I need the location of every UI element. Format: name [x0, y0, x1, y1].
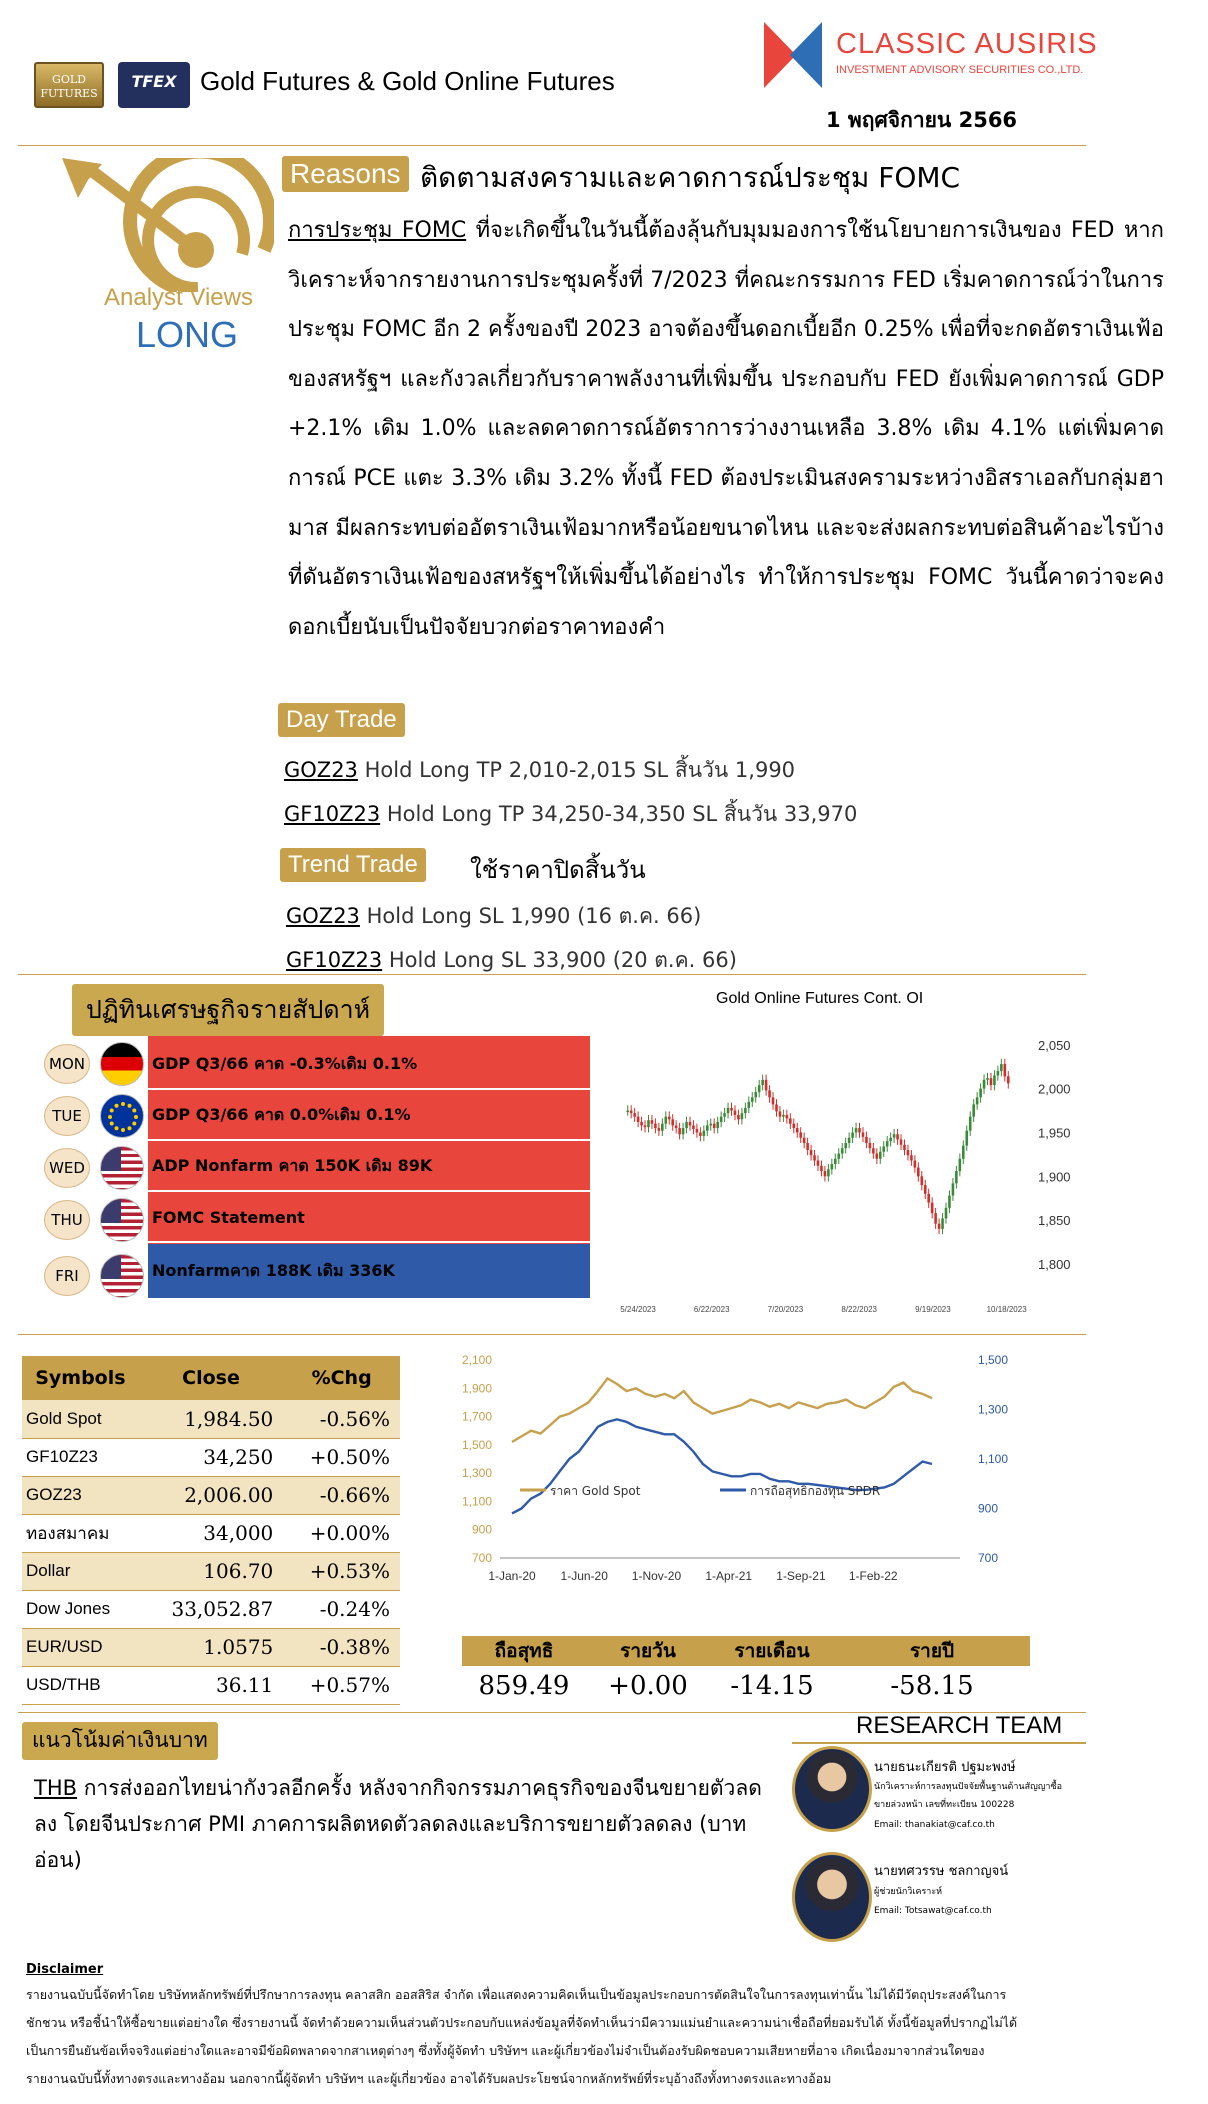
- candle: [720, 1117, 723, 1122]
- candlestick-chart: [610, 1020, 1080, 1320]
- candle: [803, 1138, 806, 1143]
- day-badge-wed: WED: [44, 1148, 90, 1188]
- x-tick-label: 8/22/2023: [841, 1305, 877, 1314]
- stat-header-holdings: ถือสุทธิ: [462, 1636, 586, 1666]
- candle: [633, 1113, 636, 1117]
- series-line: [512, 1378, 932, 1442]
- candle: [927, 1194, 930, 1203]
- table-row: [22, 1666, 400, 1704]
- table-row: [22, 1552, 400, 1590]
- table-row: [22, 1476, 400, 1514]
- candle: [844, 1143, 847, 1148]
- candle: [689, 1122, 692, 1126]
- table-row: [22, 1628, 400, 1666]
- candle: [886, 1141, 889, 1146]
- candle: [876, 1154, 879, 1159]
- disclaimer-line: รายงานฉบับนี้จัดทำโดย บริษัทหลักทรัพย์ที่ปรึกษาการลงทุน คลาสสิก ออสสิริส จำกัด เพื่อแสดงความคิดเห็นเป็นข้อมูลประกอบการตัดสินใจในการลงทุนเท่านั้น ไม่ได้มีวัตถุประสงค์ในการ: [26, 1987, 1007, 2002]
- candle: [813, 1155, 816, 1160]
- candle: [751, 1097, 754, 1101]
- candle: [723, 1113, 726, 1117]
- candle: [945, 1208, 948, 1219]
- candle: [962, 1146, 965, 1159]
- calendar-row: Nonfarmคาด 188K เดิม 336K: [148, 1244, 590, 1300]
- day-badge-mon: MON: [44, 1044, 90, 1084]
- day-trade-tag: Day Trade: [278, 703, 405, 737]
- legend-label: ราคา Gold Spot: [550, 1484, 641, 1498]
- candle: [827, 1169, 830, 1176]
- fomc-link[interactable]: การประชุม FOMC: [288, 218, 467, 243]
- x-tick-label: 10/18/2023: [986, 1305, 1027, 1314]
- candle: [893, 1134, 896, 1138]
- change-cell: +0.57%: [283, 1666, 400, 1704]
- y-left-tick-label: 1,300: [461, 1466, 492, 1481]
- candle: [692, 1125, 695, 1129]
- x-tick-label: 5/24/2023: [620, 1305, 656, 1314]
- candle: [979, 1089, 982, 1098]
- candle: [903, 1145, 906, 1150]
- candle: [626, 1111, 629, 1113]
- candle: [955, 1171, 958, 1183]
- candle: [713, 1124, 716, 1128]
- candle: [834, 1159, 837, 1164]
- x-tick-label: 1-Feb-22: [848, 1569, 898, 1583]
- candle: [761, 1080, 764, 1085]
- candle: [678, 1128, 681, 1134]
- x-tick-label: 7/20/2023: [767, 1305, 804, 1314]
- stat-header-daily: รายวัน: [586, 1636, 710, 1666]
- candle: [882, 1146, 885, 1151]
- symbol-cell: USD/THB: [22, 1666, 139, 1704]
- disclaimer-title: Disclaimer: [26, 1962, 104, 1977]
- candle: [671, 1119, 674, 1125]
- close-cell: 2,006.00: [139, 1476, 284, 1514]
- x-tick-label: 9/19/2023: [915, 1305, 951, 1314]
- candle: [896, 1134, 899, 1139]
- candle: [775, 1104, 778, 1111]
- candle: [934, 1213, 937, 1224]
- candle: [637, 1117, 640, 1122]
- y-tick-label: 2,000: [1038, 1081, 1071, 1097]
- stat-header-yearly: รายปี: [834, 1636, 1030, 1666]
- candle: [879, 1152, 882, 1159]
- candle: [862, 1132, 865, 1136]
- candle: [1004, 1064, 1007, 1076]
- y-left-tick-label: 2,100: [461, 1353, 492, 1367]
- y-left-tick-label: 1,700: [461, 1409, 492, 1424]
- symbol-cell: ทองสมาคม: [22, 1514, 139, 1552]
- candle: [741, 1113, 744, 1119]
- divider: [18, 1334, 1086, 1335]
- candle: [806, 1143, 809, 1150]
- x-tick-label: 1-Jan-20: [488, 1569, 536, 1583]
- y-tick-label: 2,050: [1038, 1037, 1071, 1053]
- candle: [938, 1224, 941, 1229]
- candle: [865, 1137, 868, 1143]
- page-title: Gold Futures & Gold Online Futures: [200, 66, 615, 96]
- candle: [986, 1078, 989, 1080]
- candle: [651, 1120, 654, 1124]
- calendar-row: FOMC Statement: [148, 1193, 590, 1243]
- trade-symbol[interactable]: GOZ23: [284, 758, 358, 782]
- candle: [810, 1150, 813, 1155]
- candle: [754, 1092, 757, 1097]
- change-cell: -0.66%: [283, 1476, 400, 1514]
- candle: [817, 1161, 820, 1166]
- day-badge-tue: TUE: [44, 1096, 90, 1136]
- disclaimer-line: ชักชวน หรือชี้นำให้ซื้อขายแต่อย่างใด ซึ่งรายงานนี้ จัดทำด้วยความเห็นส่วนตัวประกอบกับแหล่งข้อมูลที่จัดทำเห็นว่ามีความแม่นยำและความน่าเชื่อถือที่ยอมรับได้ ทั้งนี้ข้อมูลที่ปรากฏไม่ได้: [26, 2015, 1018, 2030]
- trend-trade-tag: Trend Trade: [280, 848, 426, 882]
- chart-title: Gold Online Futures Cont. OI: [716, 990, 924, 1007]
- column-header-change: %Chg: [283, 1356, 400, 1400]
- company-name: CLASSIC AUSIRIS: [836, 28, 1098, 60]
- close-cell: 34,250: [139, 1438, 284, 1476]
- candle: [768, 1090, 771, 1097]
- candle: [782, 1115, 785, 1117]
- y-right-tick-label: 1,500: [978, 1353, 1009, 1367]
- analyst-position: LONG: [136, 314, 239, 355]
- member-email[interactable]: Email: thanakiat@caf.co.th: [874, 1820, 995, 1830]
- candle: [792, 1124, 795, 1128]
- table-row: [22, 1590, 400, 1628]
- candle: [997, 1071, 1000, 1075]
- trade-symbol[interactable]: GF10Z23: [286, 948, 383, 972]
- change-cell: -0.24%: [283, 1590, 400, 1628]
- candle: [706, 1125, 709, 1130]
- company-subtitle: INVESTMENT ADVISORY SECURITIES CO.,LTD.: [836, 64, 1084, 76]
- trend-trade-item: GF10Z23 Hold Long SL 33,900 (20 ต.ค. 66): [286, 948, 737, 972]
- candle: [682, 1128, 685, 1134]
- usa-flag-icon: [100, 1146, 144, 1190]
- research-team-title: RESEARCH TEAM: [856, 1712, 1063, 1739]
- candle: [709, 1124, 712, 1126]
- calendar-row: ADP Nonfarm คาด 150K เดิม 89K: [148, 1142, 590, 1192]
- y-left-tick-label: 900: [471, 1522, 492, 1537]
- trade-symbol[interactable]: GOZ23: [286, 904, 360, 928]
- column-header-close: Close: [139, 1356, 284, 1400]
- day-trade-item: GF10Z23 Hold Long TP 34,250-34,350 SL สิ้นวัน 33,970: [284, 802, 858, 826]
- candle: [920, 1176, 923, 1185]
- disclaimer-line: รายงานฉบับนี้ทั้งทางตรงและทางอ้อม นอกจากนี้ผู้จัดทำ บริษัทฯ และผู้เกี่ยวข้อง อาจได้รับผลประโยชน์จากหลักทรัพย์ที่ระบุอ้างถึงทั้งทางตรงและทางอ้อม: [26, 2071, 832, 2086]
- report-date: 1 พฤศจิกายน 2566: [826, 108, 1018, 132]
- candle: [716, 1122, 719, 1128]
- candle: [1000, 1064, 1003, 1071]
- stat-header-monthly: รายเดือน: [710, 1636, 834, 1666]
- reasons-body: การประชุม FOMC ที่จะเกิดขึ้นในวันนี้ต้องลุ้นกับมุมมองการใช้นโยบายการเงินของ FED หากวิเคราะห์จากรายงานการประชุมครั้งที่ 7/2023 ที่คณะกรรมการ FED เริ่มคาดการณ์ว่าในการประชุม FOMC อีก 2 ครั้งของปี 2023 อาจต้องขึ้นดอกเบี้ยอีก 0.25% เพื่อที่จะกดอัตราเงินเฟ้อของสหรัฐฯ และกังวลเกี่ยวกับราคาพลังงานที่เพิ่มขึ้น ประกอบกับ FED ยังเพิ่มคาดการณ์ GDP +2.1% เดิม 1.0% และลดคาดการณ์อัตราการว่างงานเหลือ 3.8% เดิม 4.1% แต่เพิ่มคาดการณ์ PCE แตะ 3.3% เดิม 3.2% ทั้งนี้ FED ต้องประเมินสงครามระหว่างอิสราเอลกับกลุ่มฮามาส มีผลกระทบต่ออัตราเงินเฟ้อมากหรือน้อยขนาดไหน และจะส่งผลกระทบต่อสินค้าอะไรบ้างที่ดันอัตราเงินเฟ้อของสหรัฐฯให้เพิ่มขึ้นได้อย่างไร ทำให้การประชุม FOMC วันนี้คาดว่าจะคงดอกเบี้ยนับเป็นปัจจัยบวกต่อราคาทองคำ: [288, 218, 1164, 640]
- y-tick-label: 1,900: [1038, 1169, 1071, 1185]
- y-left-tick-label: 1,900: [461, 1381, 492, 1396]
- candle: [765, 1080, 768, 1091]
- candle: [772, 1097, 775, 1104]
- member-role: ผู้ช่วยนักวิเคราะห์: [874, 1887, 943, 1897]
- change-cell: +0.50%: [283, 1438, 400, 1476]
- candle: [664, 1117, 667, 1124]
- change-cell: +0.00%: [283, 1514, 400, 1552]
- candle: [976, 1097, 979, 1104]
- candle: [831, 1164, 834, 1169]
- candle: [858, 1128, 861, 1132]
- avatar: [792, 1852, 872, 1942]
- candle: [900, 1139, 903, 1144]
- candle: [948, 1196, 951, 1208]
- close-cell: 1,984.50: [139, 1400, 284, 1438]
- candle: [661, 1124, 664, 1131]
- candle: [959, 1159, 962, 1171]
- candle: [744, 1108, 747, 1113]
- candle: [758, 1085, 761, 1092]
- candle: [983, 1080, 986, 1089]
- candle: [703, 1131, 706, 1136]
- thb-symbol[interactable]: THB: [34, 1776, 78, 1800]
- candle: [734, 1111, 737, 1115]
- reasons-tag: Reasons: [282, 156, 409, 192]
- symbol-cell: GOZ23: [22, 1476, 139, 1514]
- avatar: [792, 1746, 872, 1832]
- tfex-logo: TFEX: [118, 62, 190, 108]
- stat-value-daily: +0.00: [608, 1671, 688, 1701]
- table-row: [22, 1400, 400, 1438]
- symbol-cell: GF10Z23: [22, 1438, 139, 1476]
- candle: [799, 1132, 802, 1137]
- candle: [993, 1075, 996, 1085]
- close-cell: 1.0575: [139, 1628, 284, 1666]
- candle: [1007, 1076, 1010, 1083]
- candle: [730, 1108, 733, 1111]
- candle: [737, 1115, 740, 1119]
- eu-flag-icon: [100, 1094, 144, 1138]
- candle: [644, 1125, 647, 1127]
- close-cell: 33,052.87: [139, 1590, 284, 1628]
- candle: [779, 1111, 782, 1116]
- candle: [910, 1155, 913, 1160]
- divider: [18, 145, 1086, 146]
- candle: [841, 1148, 844, 1153]
- change-cell: +0.53%: [283, 1552, 400, 1590]
- candle: [848, 1138, 851, 1143]
- usa-flag-icon: [100, 1198, 144, 1242]
- change-cell: -0.38%: [283, 1628, 400, 1666]
- series-line: [512, 1419, 932, 1513]
- calendar-title: ปฏิทินเศรษฐกิจรายสัปดาห์: [72, 984, 384, 1036]
- candle: [789, 1118, 792, 1123]
- analyst-views-label: Analyst Views: [104, 284, 253, 311]
- usa-flag-icon: [100, 1254, 144, 1298]
- divider: [792, 1742, 1086, 1744]
- close-cell: 106.70: [139, 1552, 284, 1590]
- symbol-cell: Dow Jones: [22, 1590, 139, 1628]
- candle: [696, 1129, 699, 1133]
- stat-value-monthly: -14.15: [730, 1671, 814, 1701]
- member-name: นายธนะเกียรติ ปฐมะพงษ์: [874, 1760, 1016, 1775]
- candle: [869, 1143, 872, 1148]
- candle: [931, 1203, 934, 1214]
- gold-spdr-line-chart: [440, 1340, 1050, 1590]
- y-right-tick-label: 700: [978, 1551, 999, 1565]
- day-trade-item: GOZ23 Hold Long TP 2,010-2,015 SL สิ้นวัน 1,990: [284, 758, 796, 782]
- candle: [907, 1150, 910, 1155]
- y-left-tick-label: 1,100: [461, 1494, 492, 1509]
- candle: [889, 1138, 892, 1142]
- candle: [855, 1128, 858, 1132]
- y-tick-label: 1,800: [1038, 1257, 1071, 1272]
- candle: [699, 1132, 702, 1136]
- candle: [824, 1171, 827, 1176]
- y-left-tick-label: 1,500: [461, 1437, 492, 1452]
- candle: [640, 1122, 643, 1126]
- candle: [748, 1102, 751, 1108]
- change-cell: -0.56%: [283, 1400, 400, 1438]
- candle: [796, 1128, 799, 1132]
- x-tick-label: 1-Apr-21: [705, 1569, 753, 1583]
- candle: [630, 1111, 633, 1114]
- gold-futures-logo: GOLD FUTURES: [34, 62, 104, 108]
- reasons-heading: ติดตามสงครามและคาดการณ์ประชุม FOMC: [420, 161, 961, 194]
- y-right-tick-label: 1,100: [978, 1452, 1009, 1466]
- symbol-cell: Dollar: [22, 1552, 139, 1590]
- classic-ausiris-logo-icon: [758, 18, 828, 92]
- candle: [872, 1148, 875, 1153]
- close-cell: 34,000: [139, 1514, 284, 1552]
- symbol-cell: EUR/USD: [22, 1628, 139, 1666]
- disclaimer-line: เป็นการยืนยันข้อเท็จจริงแต่อย่างใดและอาจมีข้อผิดพลาดจากสาเหตุต่างๆ ซึ่งทั้งผู้จัดทำ บริษัทฯ และผู้เกี่ยวข้องไม่จำเป็นต้องรับผิดชอบความเสียหายที่อาจ เกิดเนื่องมาจากส่วนใดของ: [26, 2043, 985, 2058]
- stat-value-holdings: 859.49: [478, 1671, 570, 1701]
- candle: [668, 1117, 671, 1120]
- target-arrow-icon: [58, 158, 274, 292]
- member-name: นายทศวรรษ ชลกาญจน์: [874, 1864, 1009, 1879]
- candle: [837, 1154, 840, 1159]
- stat-value-yearly: -58.15: [890, 1671, 974, 1701]
- x-tick-label: 1-Sep-21: [776, 1569, 826, 1583]
- candle: [969, 1117, 972, 1131]
- candle: [675, 1125, 678, 1128]
- x-tick-label: 1-Nov-20: [631, 1569, 682, 1583]
- trend-trade-note: ใช้ราคาปิดสิ้นวัน: [470, 856, 646, 884]
- candle: [952, 1183, 955, 1195]
- symbol-cell: Gold Spot: [22, 1400, 139, 1438]
- candle: [685, 1122, 688, 1128]
- candle: [654, 1124, 657, 1128]
- day-badge-thu: THU: [44, 1200, 90, 1240]
- column-header-symbols: Symbols: [22, 1356, 139, 1400]
- candle: [820, 1166, 823, 1171]
- legend-label: การถือสุทธิกองทุน SPDR: [750, 1484, 881, 1498]
- calendar-row: GDP Q3/66 คาด 0.0%เดิม 0.1%: [148, 1091, 590, 1141]
- candle: [972, 1104, 975, 1116]
- member-role: นักวิเคราะห์การลงทุนปัจจัยพื้นฐานด้านสัญญาซื้อขายล่วงหน้า เลขที่ทะเบียน 100228: [874, 1782, 1062, 1810]
- x-tick-label: 6/22/2023: [693, 1305, 730, 1314]
- candle: [941, 1218, 944, 1229]
- y-right-tick-label: 900: [978, 1501, 999, 1516]
- germany-flag-icon: [100, 1042, 144, 1086]
- day-badge-fri: FRI: [44, 1256, 90, 1296]
- candle: [647, 1120, 650, 1127]
- trend-trade-item: GOZ23 Hold Long SL 1,990 (16 ต.ค. 66): [286, 904, 702, 928]
- thb-tag: แนวโน้มค่าเงินบาท: [22, 1722, 218, 1760]
- candle: [965, 1131, 968, 1146]
- divider: [18, 974, 1086, 975]
- y-right-tick-label: 1,300: [978, 1402, 1009, 1417]
- member-email[interactable]: Email: Totsawat@caf.co.th: [874, 1906, 992, 1916]
- candle: [851, 1132, 854, 1137]
- candle: [990, 1078, 993, 1085]
- candle: [924, 1185, 927, 1194]
- thb-text: THB การส่งออกไทยน่ากังวลอีกครั้ง หลังจากกิจกรรมภาคธุรกิจของจีนขยายตัวลดลง โดยจีนประกาศ PMI ภาคการผลิตหดตัวลดลงและบริการขยายตัวลดลง (บาทอ่อน): [34, 1776, 762, 1872]
- candle: [727, 1108, 730, 1113]
- market-symbols-table: [22, 1356, 400, 1705]
- table-row: [22, 1438, 400, 1476]
- trade-symbol[interactable]: GF10Z23: [284, 802, 381, 826]
- y-tick-label: 1,850: [1038, 1213, 1071, 1229]
- candle: [786, 1115, 789, 1119]
- y-tick-label: 1,950: [1038, 1125, 1071, 1141]
- candle: [658, 1128, 661, 1131]
- close-cell: 36.11: [139, 1666, 284, 1704]
- y-left-tick-label: 700: [471, 1551, 492, 1565]
- table-row: [22, 1514, 400, 1552]
- candle: [917, 1168, 920, 1177]
- x-tick-label: 1-Jun-20: [560, 1569, 608, 1583]
- calendar-row: GDP Q3/66 คาด -0.3%เดิม 0.1%: [148, 1040, 590, 1090]
- candle: [914, 1161, 917, 1168]
